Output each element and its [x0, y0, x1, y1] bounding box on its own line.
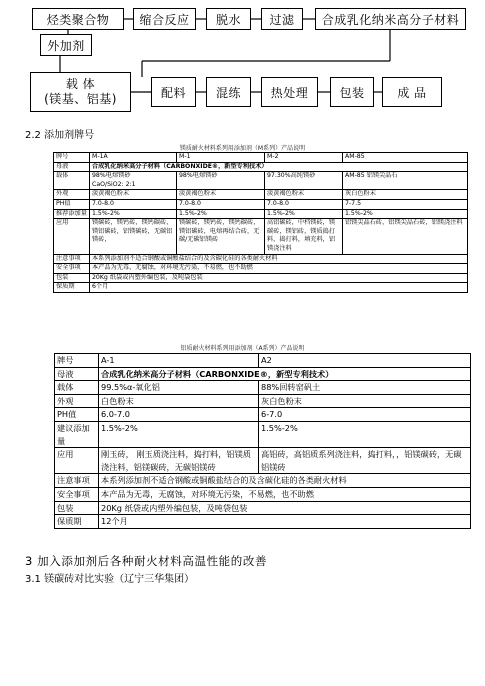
table-row [54, 190, 468, 200]
table-cell: 20Kg 纸袋或内塑外编包装，及吨袋包装 [99, 501, 471, 515]
table-row [55, 448, 471, 474]
table-row [55, 367, 471, 381]
table-cell: 本系列添加剂不适合钢酸或铜酸盐结合的及含碳化硅的各类耐火材料 [99, 474, 471, 488]
table-row [54, 273, 468, 283]
table-cell: 应用 [55, 448, 99, 474]
a-series-table [54, 353, 471, 529]
table-row [55, 421, 471, 447]
table-cell: 本系列添加剂不适合钢酸或铜酸盐结合的及含碳化硅的各类耐火材料 [90, 254, 468, 264]
table-cell: M-1 [177, 153, 265, 163]
table-a-caption: 铝质耐火材料系列用添加剂（A系列）产品说明 [180, 345, 305, 352]
table-cell: 应用 [54, 219, 90, 254]
table-row [55, 515, 471, 529]
table-cell: 推荐添加量 [54, 209, 90, 219]
table-cell: M-2 [265, 153, 343, 163]
flow-box-heat-treatment: 热处理 [261, 77, 318, 107]
table-cell: 7.0-8.0 [265, 199, 343, 209]
table-row [54, 209, 468, 219]
table-row [55, 408, 471, 422]
table-cell: 6-7.0 [259, 408, 471, 422]
table-cell: 牌号 [55, 354, 99, 368]
table-row [55, 394, 471, 408]
section-heading-2-2: 2.2 添加剂牌号 [25, 130, 95, 141]
table-cell: 本产品为无毒，无腐蚀，对环境无污染，不易燃，也不助燃 [99, 487, 471, 501]
flow-box-filtration: 过滤 [261, 8, 303, 30]
table-cell: 保质期 [55, 515, 99, 529]
table-cell: AM-85 铝镁尖晶石 [343, 172, 468, 190]
table-row [55, 474, 471, 488]
table-cell: 1.5%-2% [343, 209, 468, 219]
table-cell: 7.0-8.0 [90, 199, 177, 209]
table-cell: 灰白色粉末 [259, 394, 471, 408]
table-cell: 注意事项 [54, 254, 90, 264]
table-cell: PH值 [55, 408, 99, 422]
table-cell: 7.0-8.0 [177, 199, 265, 209]
table-row [55, 381, 471, 395]
table-cell: 高铝砖，高铝质系列浇注料，捣打料，，铝镁碳砖，无碳铝镁砖 [259, 448, 471, 474]
table-cell: 安全事项 [54, 264, 90, 274]
table-row [54, 153, 468, 163]
section-heading-3: 3 加入添加剂后各种耐火材料高温性能的改善 [25, 554, 268, 568]
table-cell: 合成乳化纳米高分子材料（CARBONXIDE®，新型专利技术） [99, 367, 471, 381]
table-cell: 淡黄褐色粉末 [265, 190, 343, 200]
table-cell: 保质期 [54, 283, 90, 293]
table-cell: 母液 [54, 162, 90, 172]
table-cell: A-1 [99, 354, 259, 368]
table-cell: 外观 [54, 190, 90, 200]
flow-box-condensation: 缩合反应 [133, 8, 196, 30]
table-cell: 牌号 [54, 153, 90, 163]
flow-box-packaging: 包装 [330, 77, 374, 107]
table-cell: 刚玉砖， 刚玉质浇注料，捣打料，铝镁质浇注料，铝镁碳砖，无碳铝镁砖 [99, 448, 259, 474]
table-cell: AM-85 [343, 153, 468, 163]
table-row [55, 487, 471, 501]
table-cell: 1.5%-2% [99, 421, 259, 447]
flow-box-mixing: 混练 [206, 77, 251, 107]
table-cell: 1.5%-2% [259, 421, 471, 447]
table-cell: 本产品为无毒，无腐蚀，对环境无污染，不易燃，也不助燃 [90, 264, 468, 274]
table-cell: 淡黄褐色粉末 [177, 190, 265, 200]
table-cell: 1.5%-2% [265, 209, 343, 219]
table-cell: 包装 [54, 273, 90, 283]
table-cell: 7-7.5 [343, 199, 468, 209]
table-row [55, 501, 471, 515]
table-row [54, 264, 468, 274]
table-cell: 98%电熔镁砂 CaO/SiO2: 2:1 [90, 172, 177, 190]
table-cell: 合成乳化纳米高分子材料（CARBONXIDE®，新型专利技术） [90, 162, 468, 172]
table-cell: 88%回转窑矾土 [259, 381, 471, 395]
table-cell: 载体 [55, 381, 99, 395]
table-cell: 白色粉末 [99, 394, 259, 408]
table-cell: 12个月 [99, 515, 471, 529]
table-row [54, 254, 468, 264]
table-cell: 建议添加量 [55, 421, 99, 447]
table-row [54, 172, 468, 190]
flow-box-batching: 配料 [151, 77, 196, 107]
table-row [55, 354, 471, 368]
table-cell: 安全事项 [55, 487, 99, 501]
table-cell: PH值 [54, 199, 90, 209]
table-cell: 98%电熔镁砂 [177, 172, 265, 190]
table-cell: 6个月 [90, 283, 468, 293]
table-cell: 母液 [55, 367, 99, 381]
table-cell: 注意事项 [55, 474, 99, 488]
table-cell: M-1A [90, 153, 177, 163]
flow-box-start: 烃类聚合物 [32, 8, 124, 30]
table-row [54, 219, 468, 254]
table-cell: A2 [259, 354, 471, 368]
table-row [54, 283, 468, 293]
table-cell: 99.5%α-氧化铝 [99, 381, 259, 395]
flow-box-finished: 成 品 [382, 77, 442, 107]
table-cell: 包装 [55, 501, 99, 515]
flow-box-product: 合成乳化纳米高分子材料 [315, 8, 466, 30]
table-cell: 6.0-7.0 [99, 408, 259, 422]
table-cell: 外观 [55, 394, 99, 408]
flow-box-additive: 外加剂 [40, 34, 92, 56]
table-cell: 20Kg 纸袋或内塑外编包装，及吨袋包装 [90, 273, 468, 283]
table-row [54, 199, 468, 209]
table-m-caption: 镁质耐火材料系列用添加剂（M系列）产品说明 [179, 145, 306, 152]
section-heading-3-1: 3.1 镁碳砖对比实验（辽宁三华集团） [25, 574, 195, 585]
table-cell: 铝镁尖晶石砖，铝镁尖晶石砖，铝镁浇注料 [343, 219, 468, 254]
table-cell: 淡黄褐色粉末 [90, 190, 177, 200]
table-cell: 载体 [54, 172, 90, 190]
table-cell: 镁碳砖，镁钙砖，镁钙碳砖，镁铝碳砖，电熔再结合砖，无碳/无碳铝镁砖 [177, 219, 265, 254]
m-series-table [53, 152, 468, 293]
flow-box-carrier: 载 体 (镁基、铝基) [30, 72, 131, 112]
table-cell: 灰白色粉末 [343, 190, 468, 200]
table-cell: 1.5%-2% [177, 209, 265, 219]
table-row [54, 162, 468, 172]
table-cell: 1.5%-2% [90, 209, 177, 219]
table-cell: 97.30%高纯镁砂 [265, 172, 343, 190]
flow-box-dehydration: 脱水 [206, 8, 251, 30]
table-cell: 镁碳砖，镁钙砖，镁钙碳砖，镁铝碳砖，铝镁碳砖，无碳铝镁砖， [90, 219, 177, 254]
table-cell: 高铝碳砖，中档镁砖，镁碳砖，镁铝砖，镁质捣打料，捣打料，填充料，铝镁浇注料 [265, 219, 343, 254]
